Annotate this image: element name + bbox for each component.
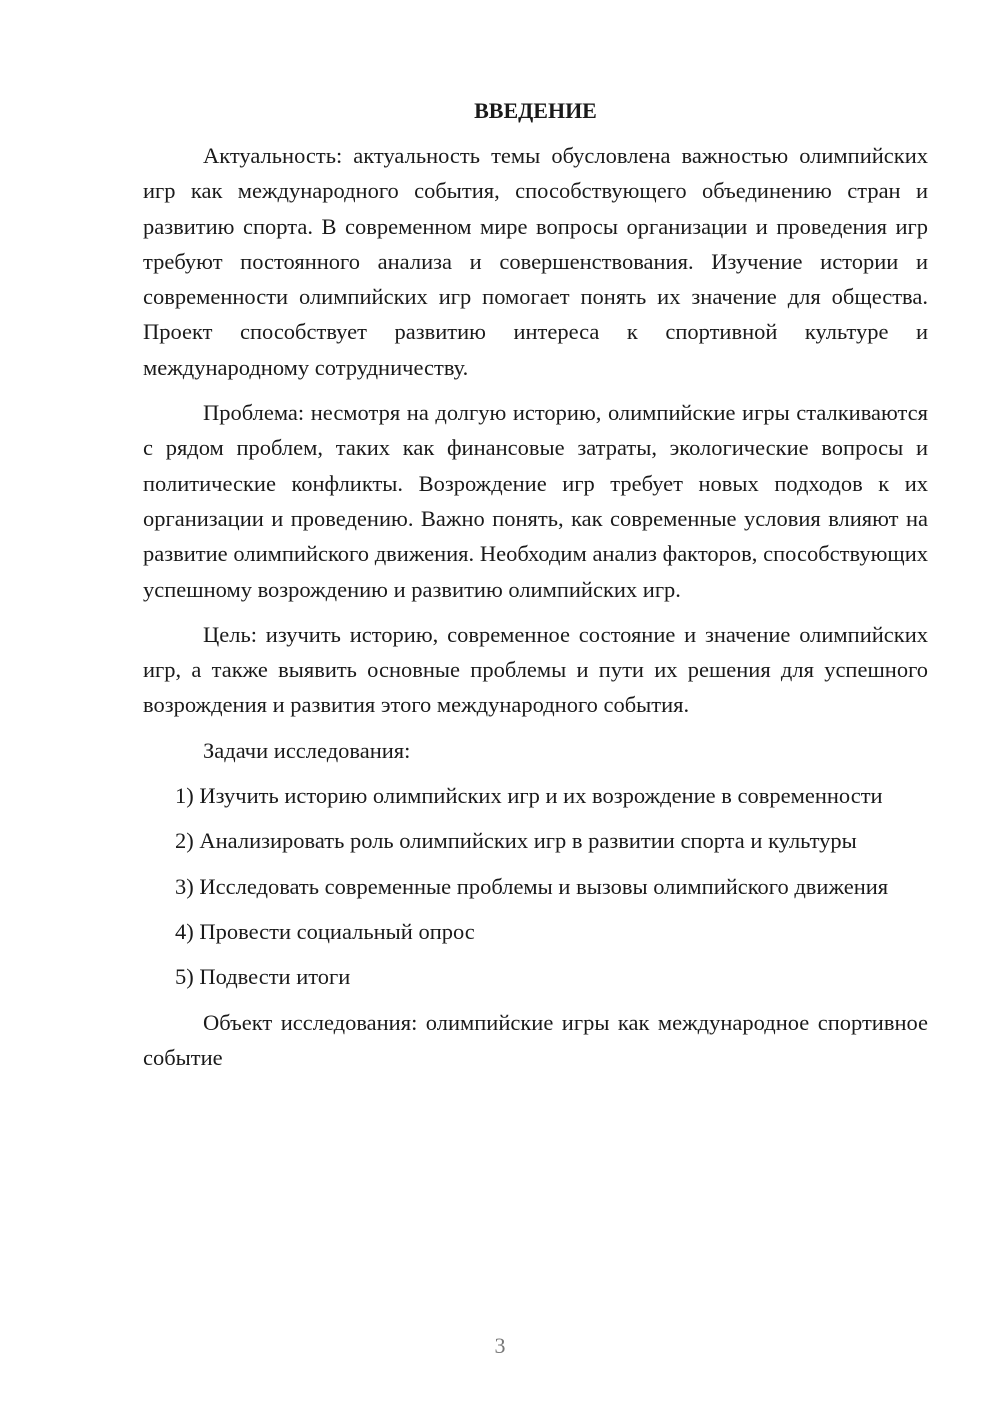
object-paragraph: Объект исследования: олимпийские игры как международное спортивное событие (143, 1009, 928, 1070)
page-number: 3 (494, 1333, 506, 1358)
task-item-1: 1) Изучить историю олимпийских игр и их возрождение в современности (175, 783, 883, 809)
relevance-paragraph: Актуальность: актуальность темы обусловлена важностью олимпийских игр как международного события, способствующего объединению стран и развитию спорта. В современном мире вопросы организации и проведения игр требуют постоянного анализа и совершенствования. Изучение истории и современности олимпийских игр помогает понять их значение для общества. Проект способствует развитию интереса к спортивной культуре и международному сотрудничеству. (143, 143, 928, 380)
problem-paragraph: Проблема: несмотря на долгую историю, олимпийские игры сталкиваются с рядом проблем, таких как финансовые затраты, экологические вопросы и политические конфликты. Возрождение игр требует новых подходов к их организации и проведению. Важно понять, как современные условия влияют на развитие олимпийского движения. Необходим анализ факторов, способствующих успешному возрождению и развитию олимпийских игр. (143, 400, 928, 602)
tasks-list (143, 778, 928, 994)
task-item-5: 5) Подвести итоги (175, 964, 351, 990)
tasks-heading: Задачи исследования: (203, 737, 411, 763)
task-item-3: 3) Исследовать современные проблемы и вызовы олимпийского движения (175, 873, 889, 899)
goal-paragraph: Цель: изучить историю, современное состояние и значение олимпийских игр, а также выявить основные проблемы и пути их решения для успешного возрождения и развития этого международного события. (143, 621, 928, 718)
document-page (143, 96, 928, 1085)
task-item-2: 2) Анализировать роль олимпийских игр в развитии спорта и культуры (175, 828, 857, 854)
section-heading: ВВЕДЕНИЕ (474, 98, 597, 123)
task-item-4: 4) Провести социальный опрос (175, 918, 475, 944)
